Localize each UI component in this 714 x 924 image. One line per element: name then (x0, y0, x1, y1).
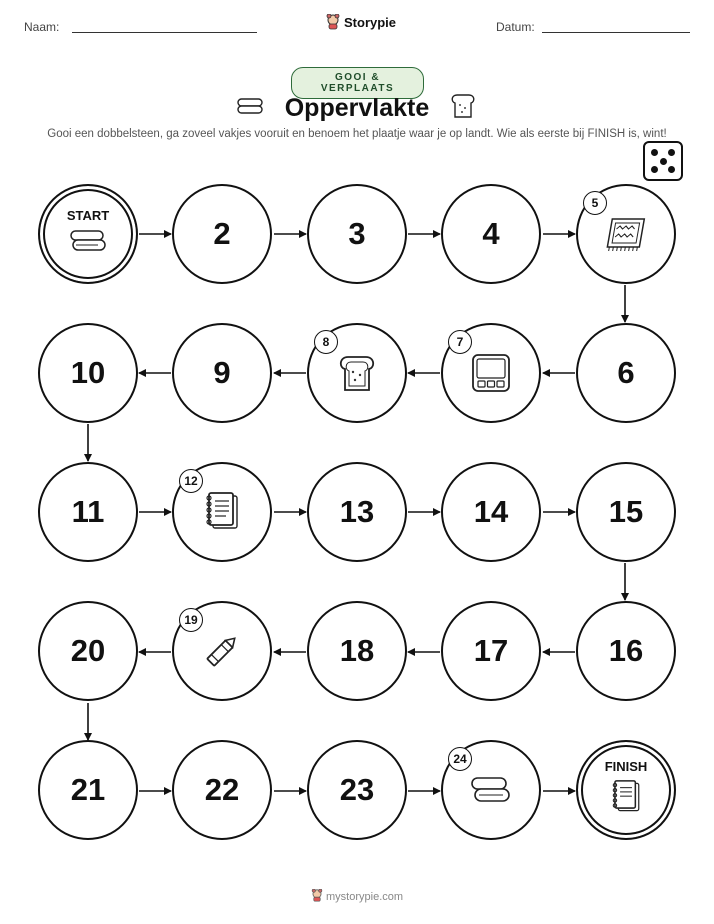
cell-number: 14 (473, 494, 509, 529)
cell-number: 13 (339, 494, 375, 529)
towel-icon (469, 774, 513, 806)
instructions: Gooi een dobbelsteen, ga zoveel vakjes vooruit en benoem het plaatje waar je op landt. Wie als eerste bij FINISH is, wint! (47, 128, 667, 140)
board-cell-10 (38, 323, 138, 423)
footer (0, 889, 714, 903)
name-label: Naam: (24, 20, 60, 34)
cell-number: 4 (482, 216, 500, 251)
board-cell-21 (38, 740, 138, 840)
board-cell-22 (172, 740, 272, 840)
board-cell-11 (38, 462, 138, 562)
board-cell-4 (441, 184, 541, 284)
board-cell-finish (576, 740, 676, 840)
cell-number: 23 (339, 772, 375, 807)
board-cell-6 (576, 323, 676, 423)
cell-number: 20 (70, 633, 106, 668)
towel-icon (68, 227, 108, 255)
footer-url[interactable]: mystorypie.com (326, 891, 404, 903)
board-cell-start (38, 184, 138, 284)
cell-number: 17 (473, 633, 509, 668)
cell-number: 9 (213, 355, 231, 390)
oven-icon (469, 352, 513, 394)
cell-number: 15 (608, 494, 644, 529)
cell-number-badge: 7 (448, 330, 472, 354)
cell-number: 2 (213, 216, 231, 251)
board-cell-23 (307, 740, 407, 840)
cell-number: 16 (608, 633, 644, 668)
board-cell-2 (172, 184, 272, 284)
storypie-mascot-icon (311, 889, 323, 902)
board-cell-15 (576, 462, 676, 562)
cell-number: 3 (348, 216, 366, 251)
cell-number-badge: 8 (314, 330, 338, 354)
cell-number: 11 (71, 494, 105, 529)
toast-icon (338, 353, 376, 393)
board-cell-16 (576, 601, 676, 701)
cell-number-badge: 5 (583, 191, 607, 215)
cell-number: 6 (617, 355, 635, 390)
brand-name: Storypie (344, 14, 397, 30)
notebook-icon (202, 490, 242, 534)
board-cell-17 (441, 601, 541, 701)
notebook-icon (609, 778, 643, 816)
date-label: Datum: (496, 20, 535, 34)
finish-label: FINISH (604, 758, 648, 774)
page-title: Oppervlakte (284, 94, 430, 122)
board-cell-18 (307, 601, 407, 701)
board-cell-9 (172, 323, 272, 423)
crayon-icon (200, 629, 244, 673)
cell-number-badge: 12 (179, 469, 203, 493)
activity-badge: GOOI & VERPLAATS (291, 67, 424, 99)
cell-number: 10 (70, 355, 106, 390)
cell-number: 18 (339, 633, 375, 668)
cell-number-badge: 19 (179, 608, 203, 632)
cell-number: 22 (204, 772, 240, 807)
board-cell-20 (38, 601, 138, 701)
start-label: START (66, 207, 110, 223)
board-cell-14 (441, 462, 541, 562)
board-cell-13 (307, 462, 407, 562)
board-cell-3 (307, 184, 407, 284)
cell-number: 21 (70, 772, 106, 807)
cell-number-badge: 24 (448, 747, 472, 771)
rug-icon (604, 215, 648, 253)
